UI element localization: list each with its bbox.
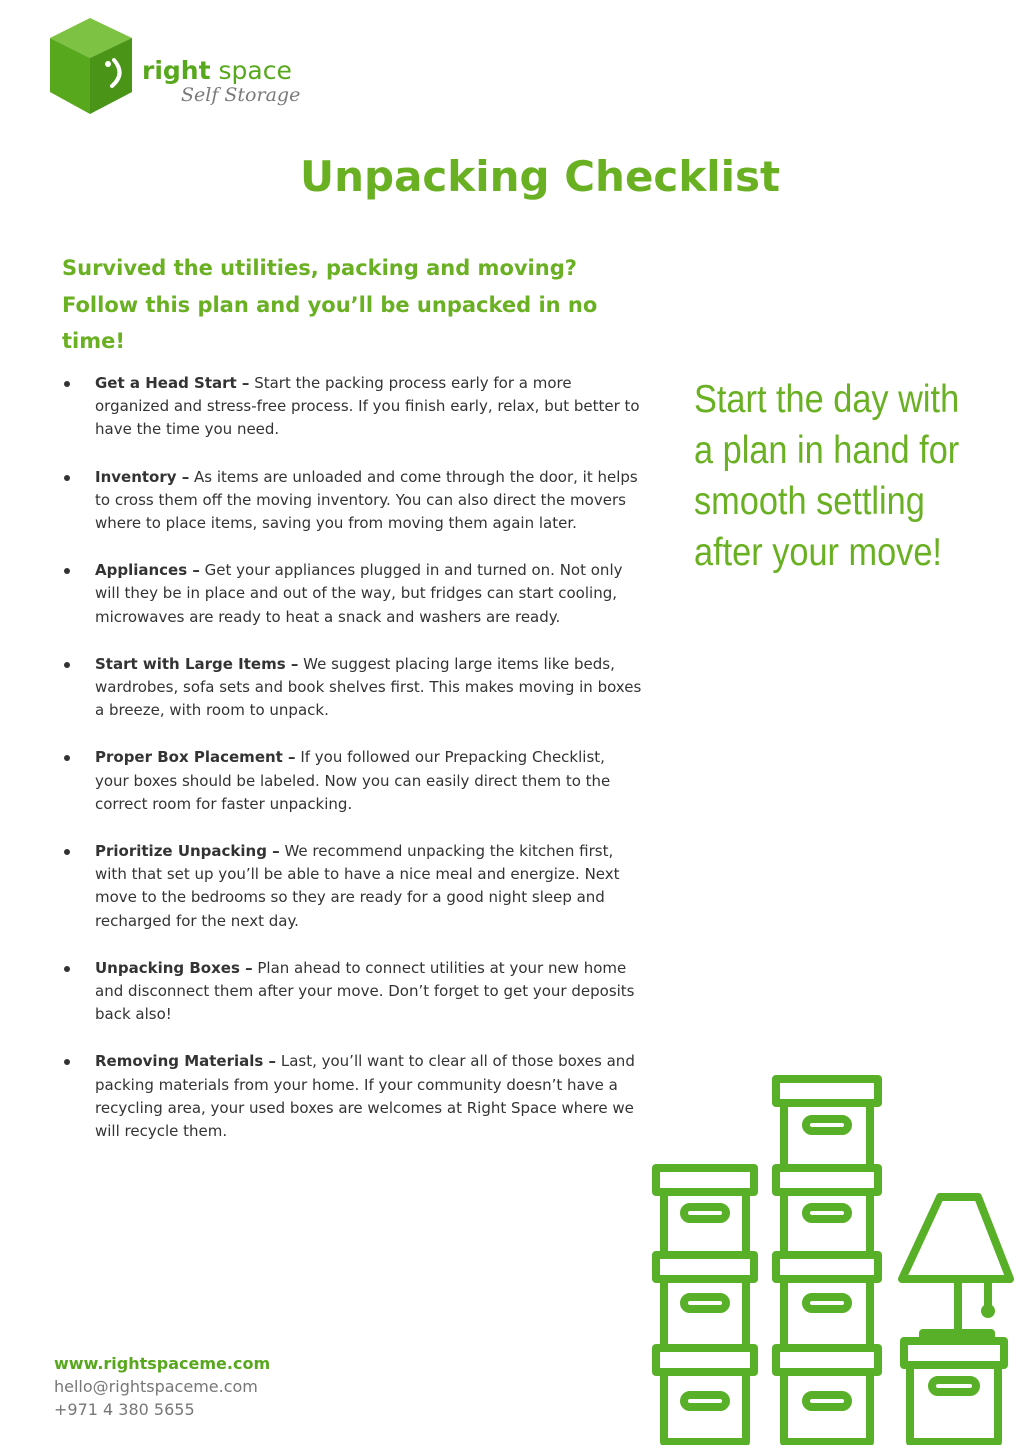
checklist-item — [62, 746, 642, 816]
checklist-item-text: If you followed our Prepacking Checklist, your boxes should be labeled. Now you can easily direct them to the correct room for faster unpacking. — [95, 748, 611, 813]
checklist-item-text: Start the packing process early for a more organized and stress-free process. If you finish early, relax, but better to have the time you need. — [95, 374, 640, 439]
checklist-item-text: We suggest placing large items like beds, wardrobes, sofa sets and book shelves first. This makes moving in boxes a breeze, with room to unpack. — [95, 654, 642, 720]
checklist-item — [62, 840, 642, 933]
checklist-item — [62, 466, 642, 536]
bullet-icon — [64, 966, 70, 972]
checklist-item — [62, 653, 642, 723]
checklist-item-title: Removing Materials – — [95, 1052, 277, 1071]
checklist-item-title: Prioritize Unpacking – — [95, 842, 280, 861]
email-link[interactable]: hello@rightspaceme.com — [54, 1377, 258, 1396]
checklist-item-title: Start with Large Items – — [95, 654, 299, 673]
checklist-item — [62, 957, 642, 1027]
checklist-item-text: Plan ahead to connect utilities at your new home and disconnect them after your move. Don’t forget to get your deposits back also! — [95, 958, 635, 1024]
checklist-item-title: Unpacking Boxes – — [95, 958, 253, 977]
bullet-icon — [64, 475, 70, 481]
checklist-item — [62, 1050, 642, 1143]
checklist-item — [62, 372, 642, 442]
checklist-item-text: Last, you’ll want to clear all of those boxes and packing materials from your home. If your community doesn’t have a recycling area, your used boxes are welcomes at Right Space where we will recycle them. — [95, 1052, 635, 1141]
bullet-icon — [64, 849, 70, 855]
phone-number: +971 4 380 5655 — [54, 1400, 195, 1419]
callout-text: Start the day with a plan in hand for smooth settling after your move! — [694, 378, 960, 574]
checklist-item-text: Get your appliances plugged in and turned on. Not only will they be in place and out of the way, but fridges can start cooling, microwaves are ready to heat a snack and washers are ready. — [95, 561, 623, 626]
page-title: Unpacking Checklist — [300, 152, 781, 201]
checklist-item-text: As items are unloaded and come through the door, it helps to cross them off the moving inventory. You can also direct the movers where to place items, saving you from moving them again later. — [95, 467, 638, 533]
brand-name: right space — [142, 56, 292, 85]
contact-footer — [54, 1352, 270, 1421]
checklist-item-title: Inventory – — [95, 467, 190, 486]
stacked-boxes-and-lamp-illustration — [648, 1075, 1018, 1445]
bullet-icon — [64, 662, 70, 668]
brand-tagline: Self Storage — [181, 84, 301, 106]
bullet-icon — [64, 755, 70, 761]
checklist-item-title: Proper Box Placement – — [95, 748, 296, 767]
bullet-icon — [64, 568, 70, 574]
checklist-item-title: Get a Head Start – — [95, 374, 250, 392]
website-link[interactable]: www.rightspaceme.com — [54, 1354, 271, 1373]
checklist-item-title: Appliances – — [95, 561, 200, 580]
intro-text: Survived the utilities, packing and moving? Follow this plan and you’ll be unpacked in no time! — [62, 256, 598, 353]
bullet-icon — [64, 381, 70, 387]
cube-smile-logo-icon — [48, 16, 138, 116]
checklist-item — [62, 559, 642, 629]
checklist — [62, 372, 642, 1143]
bullet-icon — [64, 1059, 70, 1065]
checklist-item-text: We recommend unpacking the kitchen first, with that set up you’ll be able to have a nice meal and energize. Next move to the bedrooms so they are ready for a good night sleep and recharged for the next day. — [95, 842, 620, 930]
brand-logo — [48, 16, 308, 116]
